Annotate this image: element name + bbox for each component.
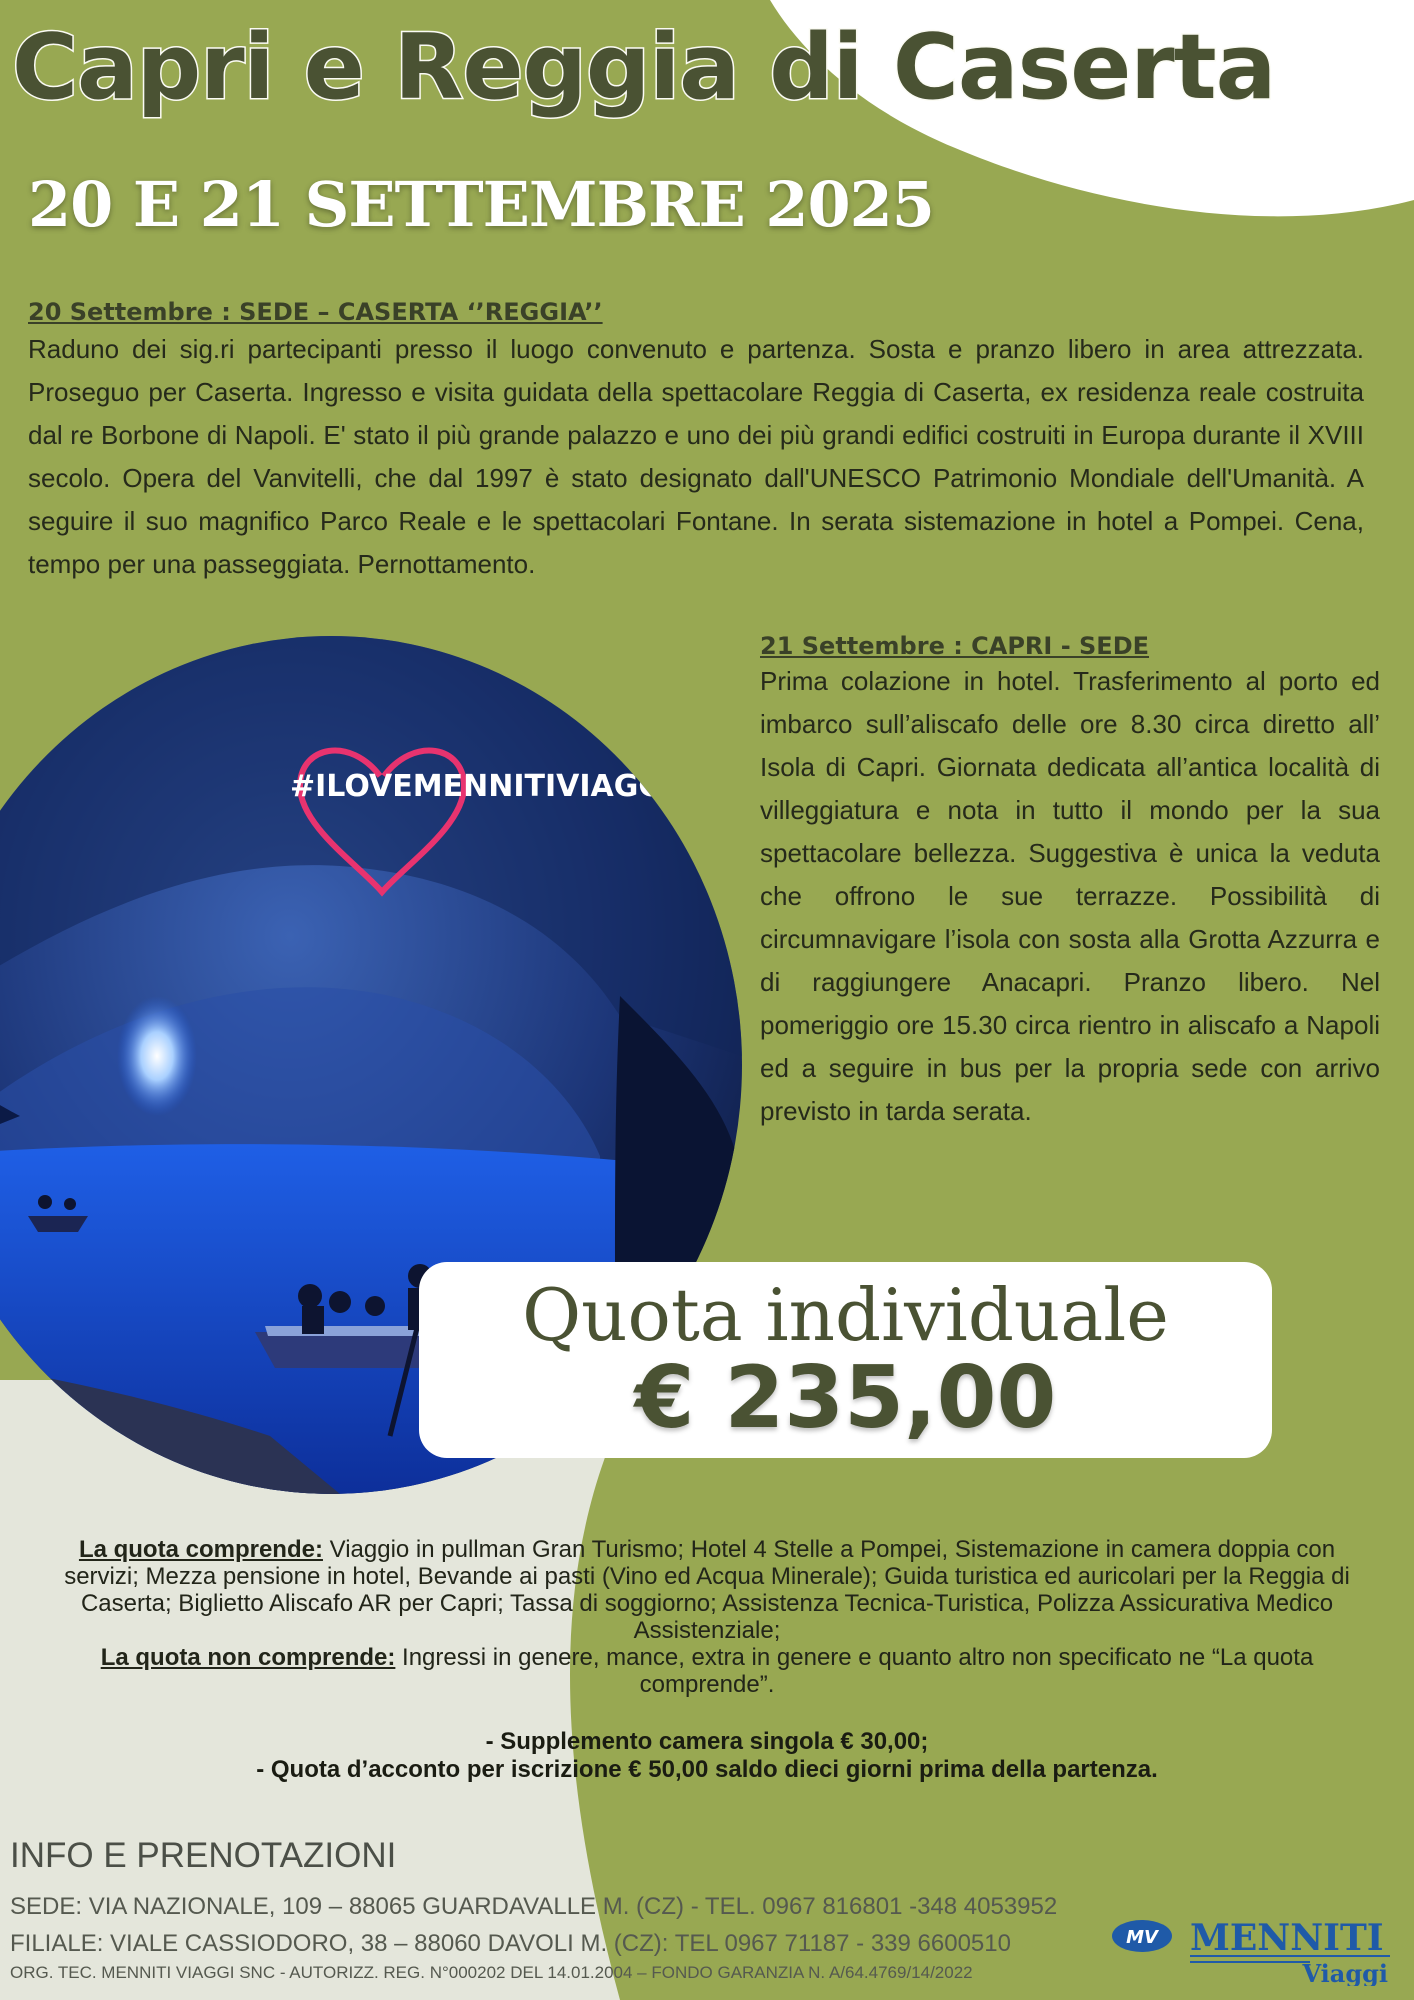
price-box <box>419 1262 1272 1458</box>
supplements-list <box>40 1728 1374 1784</box>
includes-text: Viaggio in pullman Gran Turismo; Hotel 4 Stelle a Pompei, Sistemazione in camera doppia con servizi; Mezza pensione in hotel, Bevande ai pasti (Vino ed Acqua Minerale); Guida turistica ed auricolari per la Reggia di Caserta; Biglietto Aliscafo AR per Capri; Tassa di soggiorno; Assistenza Tecnica-Turistica, Polizza Assicurativa Medico Assistenziale; <box>64 1536 1350 1644</box>
logo-name: MENNITI <box>1190 1917 1384 1959</box>
day-2-section <box>760 632 1380 1133</box>
terms-section <box>40 1536 1374 1698</box>
day-1-heading: 20 Settembre : SEDE – CASERTA ‘’REGGIA’’ <box>28 298 603 326</box>
info-filiale: FILIALE: VIALE CASSIODORO, 38 – 88060 DAVOLI M. (CZ): TEL 0967 71187 - 339 6600510 <box>10 1930 1011 1957</box>
logo-emblem-text: MV <box>1126 1927 1158 1948</box>
supplement-single-room: - Supplemento camera singola € 30,00; <box>485 1728 929 1755</box>
menniti-viaggi-logo <box>1110 1914 1400 1986</box>
day-1-section <box>28 298 1364 586</box>
includes-paragraph <box>40 1536 1374 1644</box>
org-legal-line: ORG. TEC. MENNITI VIAGGI SNC - AUTORIZZ. REG. N°000202 DEL 14.01.2004 – FONDO GARANZIA N. A/64.4769/14/2022 <box>10 1963 973 1982</box>
excludes-paragraph <box>40 1644 1374 1698</box>
excludes-text: Ingressi in genere, mance, extra in genere e quanto altro non specificato ne “La quota comprende”. <box>395 1644 1314 1698</box>
day-2-description: Prima colazione in hotel. Trasferimento al porto ed imbarco sull’aliscafo delle ore 8.30 circa diretto all’ Isola di Capri. Giornata dedicata all’antica località di villeggiatura e nota in tutto il mondo per la sua spettacolare bellezza. Suggestiva è unica la veduta che offrono le sue terrazze. Possibilità di circumnavigare l’isola con sosta alla Grotta Azzurra e di raggiungere Anacapri. Pranzo libero. Nel pomeriggio ore 15.30 circa rientro in aliscafo a Napoli ed a seguire in bus per la propria sede con arrivo previsto in tarda serata. <box>760 666 1380 1126</box>
price-value: € 235,00 <box>634 1348 1057 1449</box>
info-title: INFO E PRENOTAZIONI <box>10 1836 397 1875</box>
photo-hashtag: #ILOVEMENNITIVIAGGI <box>290 769 675 804</box>
logo-sub: Viaggi <box>1302 1959 1388 1986</box>
supplement-deposit: - Quota d’acconto per iscrizione € 50,00 saldo dieci giorni prima della partenza. <box>256 1756 1158 1783</box>
day-1-description: Raduno dei sig.ri partecipanti presso il luogo convenuto e partenza. Sosta e pranzo libero in area attrezzata. Proseguo per Caserta. Ingresso e visita guidata della spettacolare Reggia di Caserta, ex residenza reale costruita dal re Borbone di Napoli. E' stato il più grande palazzo e uno dei più grandi edifici costruiti in Europa durante il XVIII secolo. Opera del Vanvitelli, che dal 1997 è stato designato dall'UNESCO Patrimonio Mondiale dell'Umanità. A seguire il suo magnifico Parco Reale e le spettacolari Fontane. In serata sistemazione in hotel a Pompei. Cena, tempo per una passeggiata. Pernottamento. <box>28 334 1364 579</box>
includes-label: La quota comprende: <box>78 1536 323 1563</box>
page-title: Capri e Reggia di Caserta <box>12 15 1276 120</box>
trip-dates: 20 E 21 SETTEMBRE 2025 <box>28 168 934 241</box>
price-label: Quota individuale <box>522 1273 1169 1357</box>
day-2-heading: 21 Settembre : CAPRI - SEDE <box>760 632 1150 660</box>
excludes-label: La quota non comprende: <box>100 1644 396 1671</box>
info-sede: SEDE: VIA NAZIONALE, 109 – 88065 GUARDAVALLE M. (CZ) - TEL. 0967 816801 -348 4053952 <box>10 1893 1058 1920</box>
